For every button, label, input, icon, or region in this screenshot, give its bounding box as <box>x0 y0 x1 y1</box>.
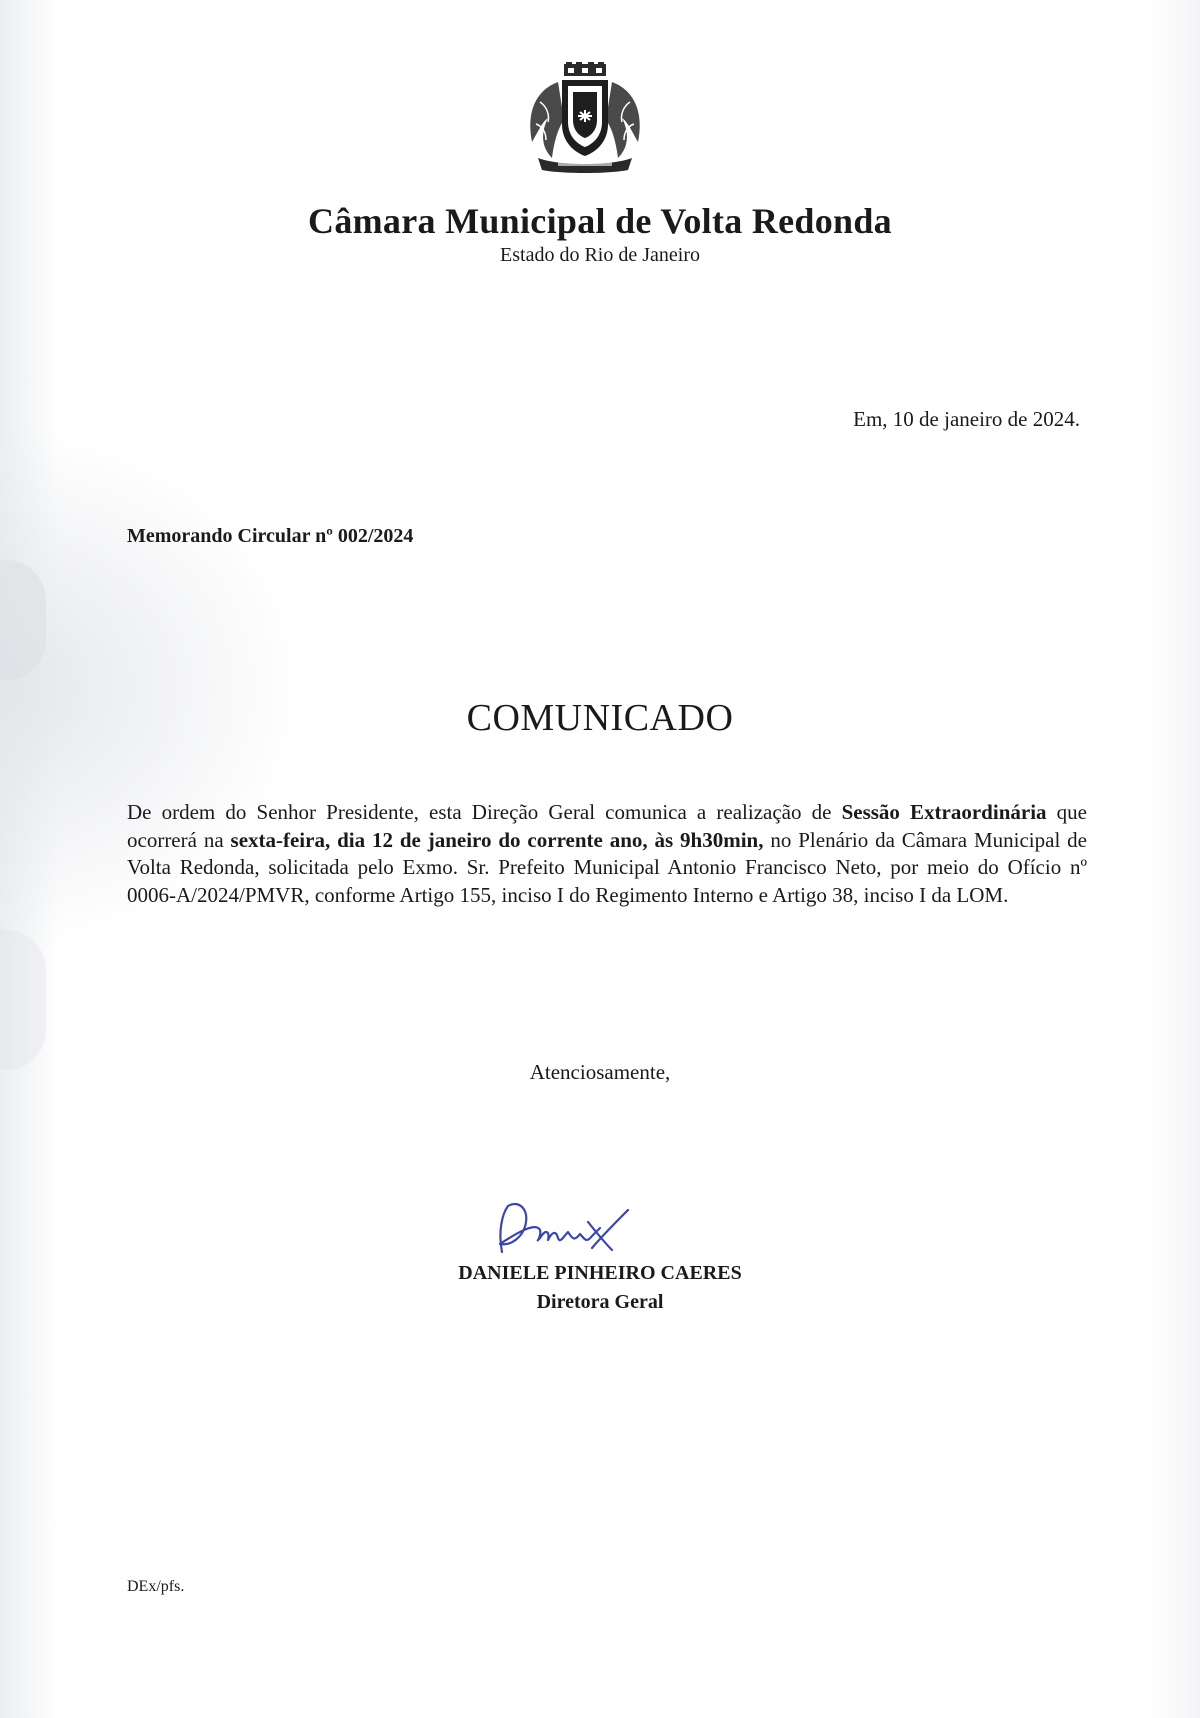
signer-name: DANIELE PINHEIRO CAERES <box>458 1262 742 1284</box>
body-text: que ocorrerá na <box>127 800 1087 852</box>
document-heading: COMUNICADO <box>466 697 734 739</box>
memo-number: Memorando Circular nº 002/2024 <box>127 525 414 547</box>
handwritten-signature <box>488 1192 638 1262</box>
footer-initials: DEx/pfs. <box>127 1578 185 1595</box>
body-text: no Plenário da Câmara Municipal de Volta Redonda, solicitada pelo Exmo. Sr. Prefeito Municipal Antonio Francisco Neto, por meio do Ofício nº 0006-A/2024/PMVR, conforme Artigo 155, inciso I do Regimento Interno e Artigo 38, inciso I da LOM. <box>127 827 1087 907</box>
body-paragraph <box>127 799 1087 909</box>
state-subtitle: Estado do Rio de Janeiro <box>500 244 700 266</box>
scan-smudge <box>0 930 46 1070</box>
closing-salutation: Atenciosamente, <box>529 1060 671 1084</box>
body-bold-text: sexta-feira, dia 12 de janeiro do corrente ano, às 9h30min, <box>230 827 764 852</box>
signer-role: Diretora Geral <box>536 1291 664 1313</box>
coat-of-arms-icon <box>518 62 652 174</box>
scan-smudge <box>0 560 46 680</box>
document-date: Em, 10 de janeiro de 2024. <box>853 407 1080 431</box>
body-bold-text: Sessão Extraordinária <box>841 800 1047 824</box>
institution-title: Câmara Municipal de Volta Redonda <box>308 201 892 241</box>
body-text: De ordem do Senhor Presidente, esta Direção Geral comunica a realização de <box>127 800 842 824</box>
